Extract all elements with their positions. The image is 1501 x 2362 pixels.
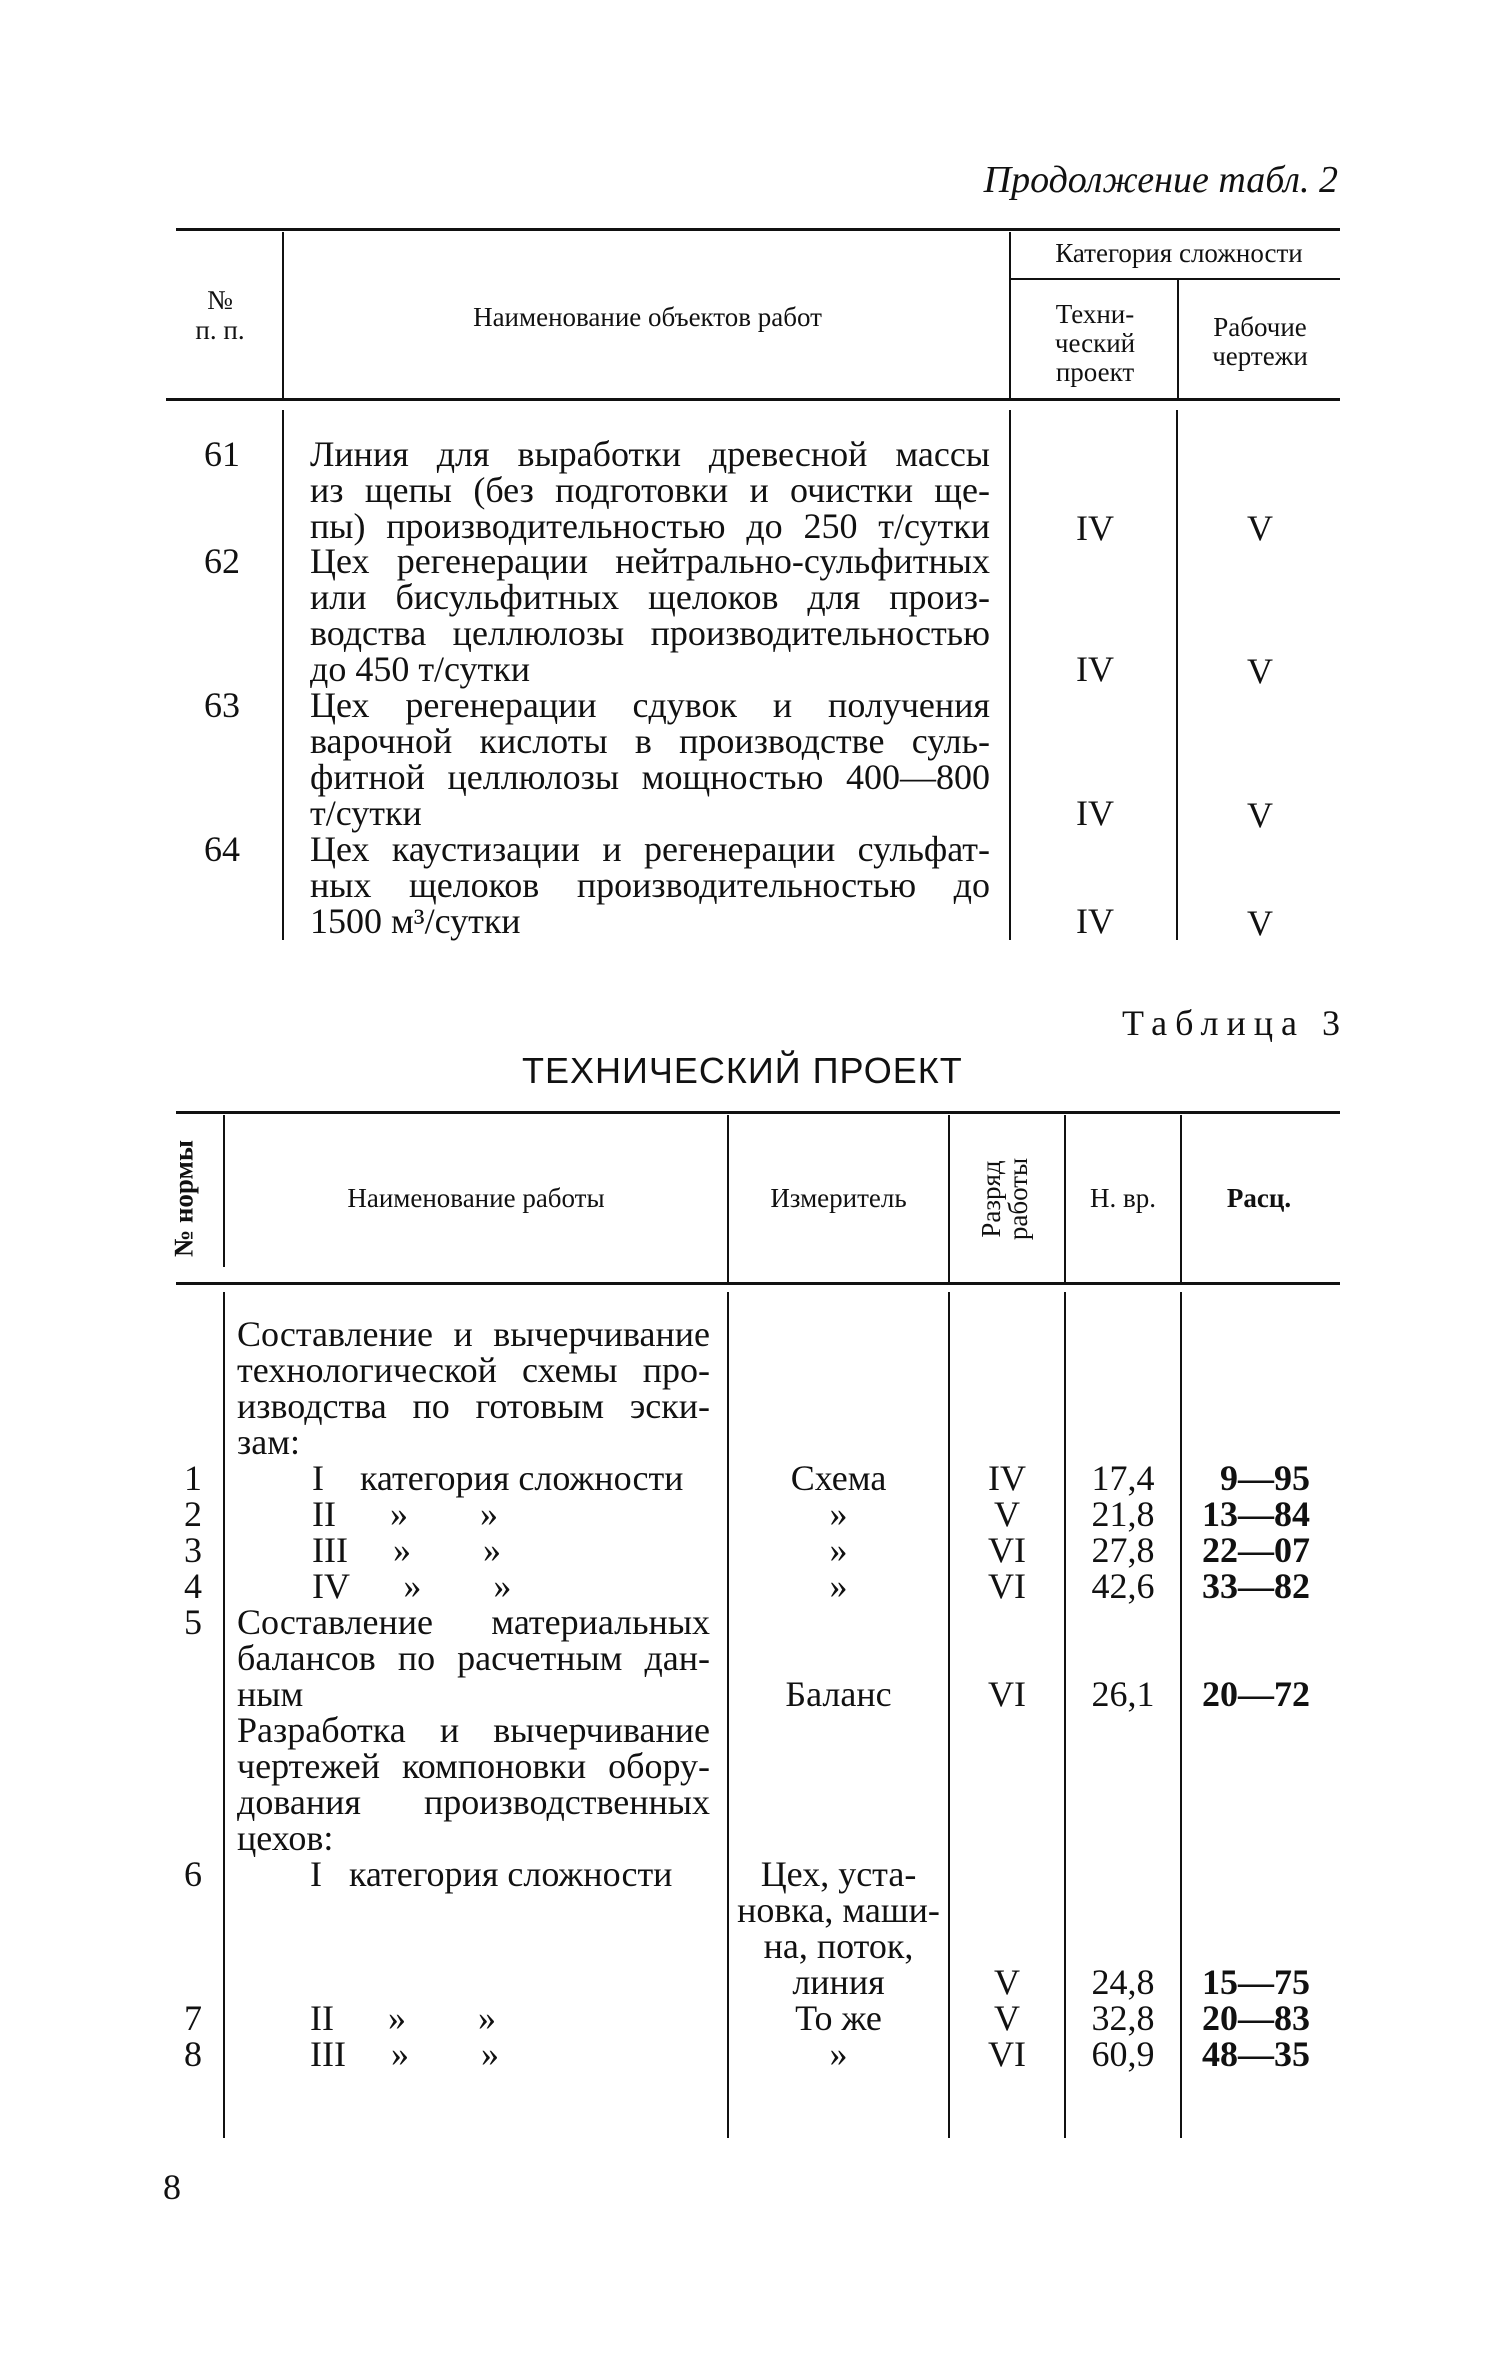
table-row-unit: Цех, уста-: [760, 1854, 917, 1894]
table-row-num: 1: [184, 1458, 202, 1498]
table-row-tech: IV: [1076, 508, 1114, 548]
table-row-name: III » »: [310, 2034, 499, 2074]
table-row-rate: 22—07: [1202, 1530, 1310, 1570]
table-row-time: 26,1: [1091, 1674, 1155, 1714]
table-row-grade: VI: [988, 1674, 1026, 1714]
table-row-name: II » »: [310, 1998, 496, 2038]
table-row-num: 6: [184, 1854, 202, 1894]
table-row-text: Цех регенерации нейтрально-сульфитных: [310, 541, 990, 581]
table-row-rate: 9—95: [1220, 1458, 1310, 1498]
table-row-text: водства целлюлозы производительностью: [310, 613, 990, 653]
table-row-unit: Схема: [790, 1458, 887, 1498]
table-row-unit: »: [829, 1494, 848, 1534]
table3-title: ТЕХНИЧЕСКИЙ ПРОЕКТ: [522, 1050, 963, 1091]
table-row-grade: IV: [988, 1458, 1026, 1498]
table3-header-grade: Разряд работы: [976, 1157, 1033, 1241]
table-row-num: 8: [184, 2034, 202, 2074]
table-row-time: 21,8: [1091, 1494, 1155, 1534]
table-row-unit: Баланс: [785, 1674, 892, 1714]
group-heading-line: Разработка и вычерчивание: [237, 1710, 710, 1750]
table-row-rate: 20—72: [1202, 1674, 1310, 1714]
table-row-tech: IV: [1076, 901, 1114, 941]
table2-header-category: Категория сложности: [1055, 238, 1303, 268]
table-row-text: т/сутки: [310, 793, 422, 833]
table2-header-work: Рабочие чертежи: [1212, 312, 1308, 371]
table2-header-name: Наименование объектов работ: [473, 302, 822, 332]
table-row-text: ных щелоков производительностью до: [310, 865, 990, 905]
table3-label: Таблица 3: [1122, 1003, 1348, 1043]
table-row-rate: 48—35: [1202, 2034, 1310, 2074]
table-row-name: II » »: [312, 1494, 498, 1534]
table-row-time: 17,4: [1091, 1458, 1155, 1498]
group-heading-line: Составление и вычерчивание: [237, 1314, 710, 1354]
table-row-grade: V: [994, 1494, 1020, 1534]
table-row-unit: »: [829, 1530, 848, 1570]
table-row-num: 62: [204, 541, 240, 581]
table-row-unit: линия: [792, 1962, 885, 2002]
table-row-grade: V: [994, 1962, 1020, 2002]
table-row-work: V: [1247, 903, 1273, 943]
table3-header-time: Н. вр.: [1090, 1183, 1156, 1213]
table-row-num: 61: [204, 434, 240, 474]
table-row-unit: новка, маши-: [737, 1890, 940, 1930]
table-row-work: V: [1247, 795, 1273, 835]
table-row-rate: 13—84: [1202, 1494, 1310, 1534]
table-row-name: I категория сложности: [312, 1458, 684, 1498]
table-row-text: Линия для выработки древесной массы: [310, 434, 990, 474]
table-row-text: фитной целлюлозы мощностью 400—800: [310, 757, 990, 797]
table-row-num: 5: [184, 1602, 202, 1642]
table-row-text: до 450 т/сутки: [310, 649, 531, 689]
table-row-name: балансов по расчетным дан-: [237, 1638, 710, 1678]
table-row-text: Цех каустизации и регенерации сульфат-: [310, 829, 990, 869]
table-row-grade: VI: [988, 1566, 1026, 1606]
table-row-rate: 15—75: [1202, 1962, 1310, 2002]
table-row-name: I категория сложности: [310, 1854, 673, 1894]
table3-header-unit: Измеритель: [770, 1183, 907, 1213]
table-row-time: 60,9: [1091, 2034, 1155, 2074]
table-row-text: из щепы (без подготовки и очистки ще-: [310, 470, 990, 510]
group-heading-line: дования производственных: [237, 1782, 710, 1822]
table-row-work: V: [1247, 651, 1273, 691]
table-row-text: пы) производительностью до 250 т/сутки: [310, 506, 990, 546]
table-row-name: Составление материальных: [237, 1602, 710, 1642]
table-row-num: 3: [184, 1530, 202, 1570]
table-row-time: 27,8: [1091, 1530, 1155, 1570]
table-row-num: 63: [204, 685, 240, 725]
table-row-text: варочной кислоты в производстве суль-: [310, 721, 990, 761]
table-row-grade: VI: [988, 2034, 1026, 2074]
table2-header-tech: Техни- ческий проект: [1054, 299, 1136, 387]
table-row-rate: 33—82: [1202, 1566, 1310, 1606]
group-heading-line: чертежей компоновки обору-: [237, 1746, 710, 1786]
table-row-unit: »: [829, 2034, 848, 2074]
table-row-name: IV » »: [312, 1566, 512, 1606]
table-row-unit: То же: [795, 1998, 882, 2038]
group-heading-line: изводства по готовым эски-: [237, 1386, 710, 1426]
table-row-time: 32,8: [1091, 1998, 1155, 2038]
table-row-unit: на, поток,: [763, 1926, 914, 1966]
table-row-text: или бисульфитных щелоков для произ-: [310, 577, 990, 617]
table-row-time: 24,8: [1091, 1962, 1155, 2002]
table3-header-name: Наименование работы: [347, 1183, 605, 1213]
group-heading-line: цехов:: [237, 1818, 334, 1858]
table-row-num: 4: [184, 1566, 202, 1606]
table-row-grade: V: [994, 1998, 1020, 2038]
table-row-num: 64: [204, 829, 240, 869]
table-row-time: 42,6: [1091, 1566, 1155, 1606]
table-row-num: 7: [184, 1998, 202, 2038]
table2-header-num: № п. п.: [195, 285, 245, 345]
table3-header-num: № нормы: [168, 1139, 199, 1258]
table-row-text: Цех регенерации сдувок и получения: [310, 685, 990, 725]
group-heading-line: технологической схемы про-: [237, 1350, 710, 1390]
table-row-rate: 20—83: [1202, 1998, 1310, 2038]
table-row-text: 1500 м³/сутки: [310, 901, 521, 941]
table-row-work: V: [1247, 508, 1273, 548]
table-row-grade: VI: [988, 1530, 1026, 1570]
table-row-unit: »: [829, 1566, 848, 1606]
table-row-name: ным: [237, 1674, 304, 1714]
continuation-label: Продолжение табл. 2: [983, 159, 1338, 201]
table3-header-rate: Расц.: [1226, 1183, 1292, 1213]
table-row-name: III » »: [312, 1530, 501, 1570]
table-row-tech: IV: [1076, 649, 1114, 689]
table-row-num: 2: [184, 1494, 202, 1534]
group-heading-line: зам:: [237, 1422, 300, 1462]
page-number: 8: [163, 2167, 181, 2207]
table-row-tech: IV: [1076, 793, 1114, 833]
